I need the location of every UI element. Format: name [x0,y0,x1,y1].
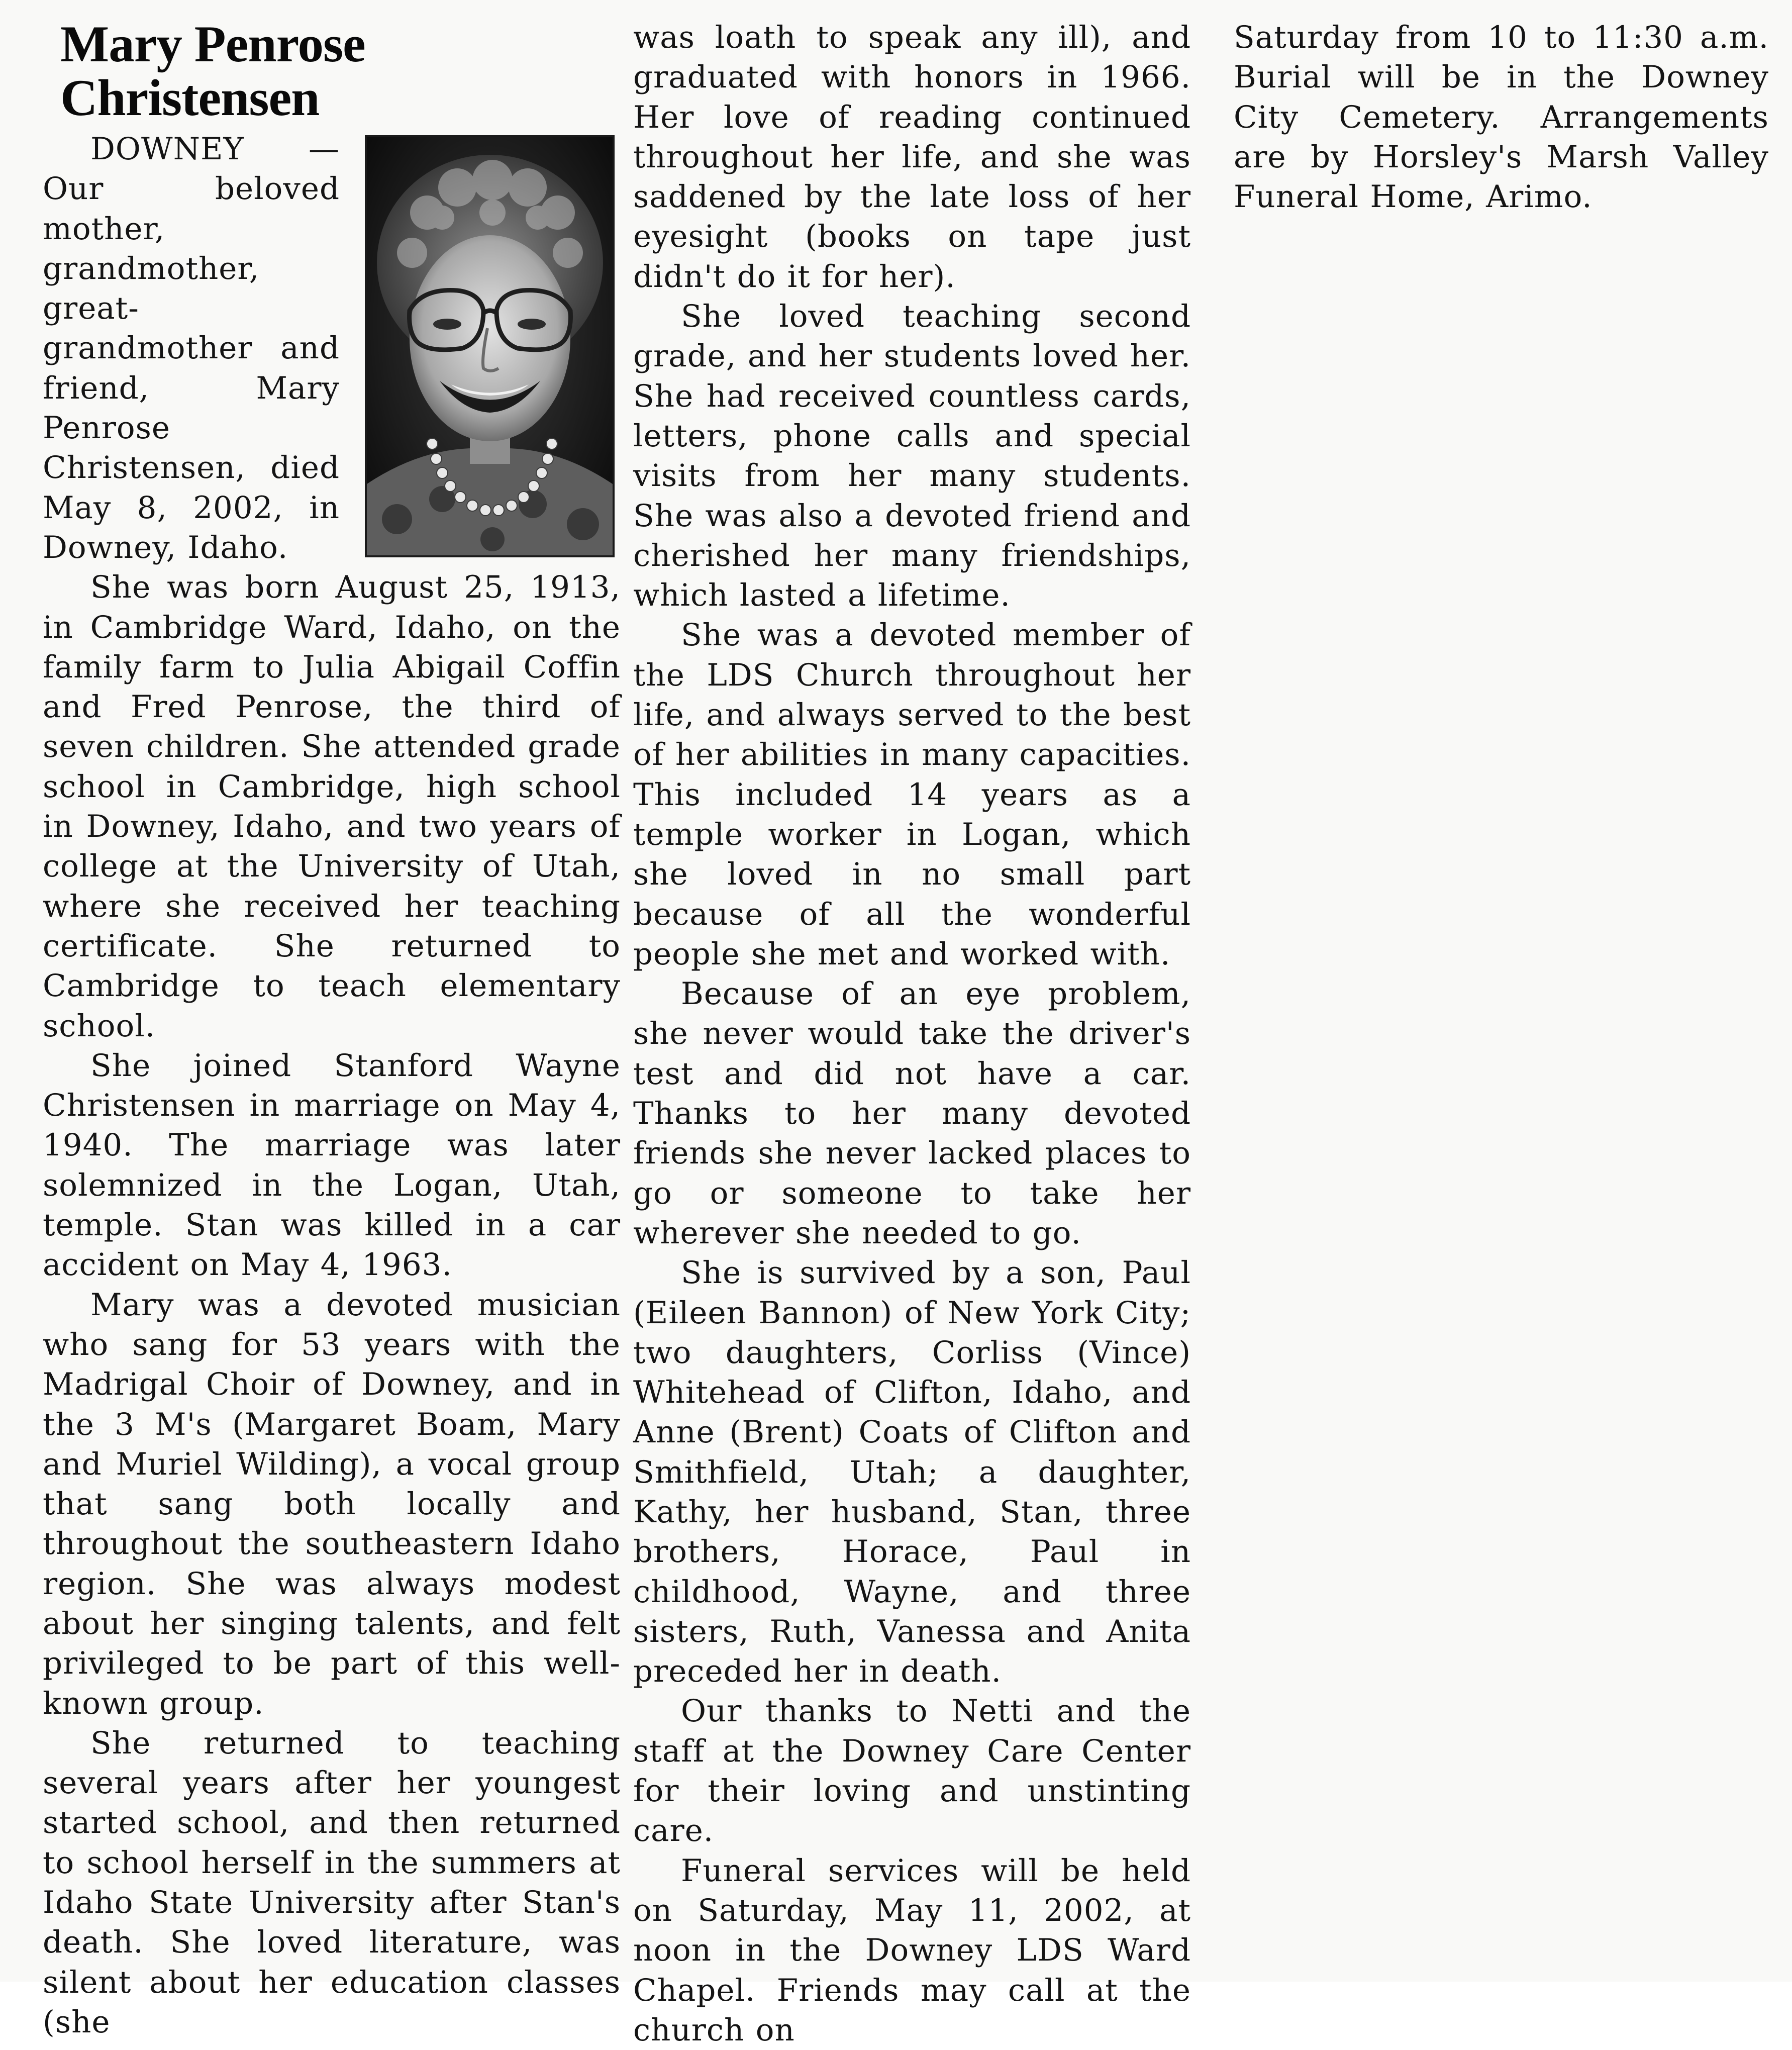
column-2 [633,18,1191,2050]
paragraph-students: She loved teaching second grade, and her students loved her. She had received countless cards, letters, phone calls and special visits from her many students. She was also a devoted friend and cherished her many friendships, which lasted a lifetime. [633,299,1191,614]
paragraph-intro [43,129,621,567]
obituary-headline [60,18,621,125]
paragraph-thanks: Our thanks to Netti and the staff at the Downey Care Center for their loving and unstinting care. [633,1693,1191,1849]
paragraph-survivors: She is survived by a son, Paul (Eileen Bannon) of New York City; two daughters, Corliss (Vince) Whitehead of Clifton, Idaho, and Anne (Brent) Coats of Clifton and Smithfield, Utah; a daughter, Kathy, her husband, Stan, three brothers, Horace, Paul in childhood, Wayne, and three sisters, Ruth, Vanessa and Anita preceded her in death. [633,1255,1191,1690]
paragraph-music: Mary was a devoted musician who sang for 53 years with the Madrigal Choir of Downey, and in the 3 M's (Margaret Boam, Mary and Muriel Wilding), a vocal group that sang both locally and throughout the southeastern Idaho region. She was always modest about her singing talents, and felt privileged to be part of this well-known group. [43,1287,621,1721]
paragraph-services-continued: Saturday from 10 to 11:30 a.m. Burial will be in the Downey City Cemetery. Arrangements are by Horsley's Marsh Valley Funeral Home, Arimo. [1234,20,1769,215]
portrait-photo [365,135,615,557]
paragraph-services-start: Funeral services will be held on Saturday, May 11, 2002, at noon in the Downey LDS Ward Chapel. Friends may call at the church on [633,1852,1191,2048]
paragraph-church: She was a devoted member of the LDS Church throughout her life, and always served to the best of her abilities in many capacities. This included 14 years as a temple worker in Logan, which she loved in no small part because of all the wonderful people she met and worked with. [633,617,1191,972]
portrait-image [367,137,613,555]
column-3 [1234,18,1769,217]
paragraph-intro-text: DOWNEY — Our beloved mother, grandmother, great-grandmother and friend, Mary Penrose Christensen, died May 8, 2002, in Downey, Idaho. [43,131,340,565]
headline-line-1: Mary Penrose [60,16,365,73]
paragraph-teaching-start: She returned to teaching several years after her youngest started school, and then returned to school herself in the summers at Idaho State University after Stan's death. She loved literature, was silent about her education classes (she [43,1725,621,2040]
column-1 [43,18,621,2042]
paragraph-eye-problem: Because of an eye problem, she never would take the driver's test and did not have a car. Thanks to her many devoted friends she never lacked places to go or someone to take her wherever she needed to go. [633,976,1191,1251]
paragraph-teaching-continued: was loath to speak any ill), and graduated with honors in 1966. Her love of reading continued throughout her life, and she was saddened by the late loss of her eyesight (books on tape just didn't do it for her). [633,20,1191,295]
headline-line-2: Christensen [60,69,320,127]
paragraph-marriage: She joined Stanford Wayne Christensen in marriage on May 4, 1940. The marriage was later solemnized in the Logan, Utah, temple. Stan was killed in a car accident on May 4, 1963. [43,1047,621,1283]
paragraph-birth: She was born August 25, 1913, in Cambridge Ward, Idaho, on the family farm to Julia Abigail Coffin and Fred Penrose, the third of seven children. She attended grade school in Cambridge, high school in Downey, Idaho, and two years of college at the University of Utah, where she received her teaching certificate. She returned to Cambridge to teach elementary school. [43,569,621,1044]
